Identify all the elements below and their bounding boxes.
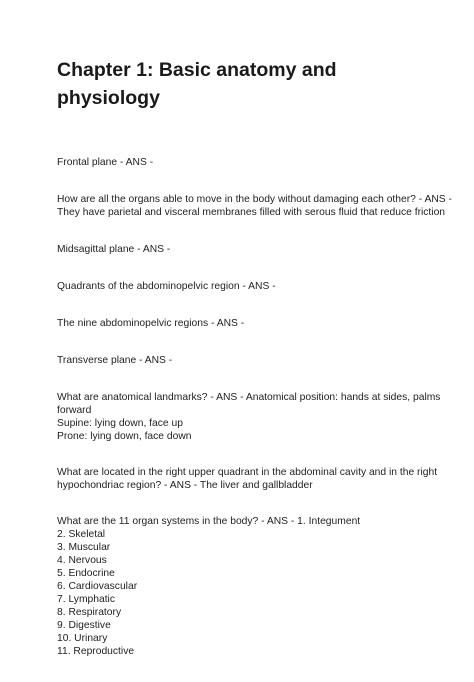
entry-text: What are the 11 organ systems in the body? - ANS - 1. Integument — [57, 516, 361, 527]
entry-text: Prone: lying down, face down — [57, 431, 192, 442]
title-line-2: physiology — [57, 87, 160, 109]
entry-text: Quadrants of the abdominopelvic region - ANS - — [57, 281, 276, 292]
document-body — [57, 156, 452, 682]
list-item: 11. Reproductive — [57, 646, 135, 657]
entry-text: What are anatomical landmarks? - ANS - Anatomical position: hands at sides, palms — [57, 392, 441, 403]
entry-organ-movement — [57, 193, 452, 219]
entry-text: How are all the organs able to move in the body without damaging each other? - ANS - — [57, 194, 452, 205]
list-item: 8. Respiratory — [57, 607, 122, 618]
list-item: 10. Urinary — [57, 633, 108, 644]
entry-text: The nine abdominopelvic regions - ANS - — [57, 318, 245, 329]
entry-text: Midsagittal plane - ANS - — [57, 244, 171, 255]
list-item: 4. Nervous — [57, 555, 107, 566]
entry-text: What are located in the right upper quadrant in the abdominal cavity and in the right — [57, 467, 438, 478]
entry-midsagittal-plane — [57, 243, 447, 256]
entry-frontal-plane — [57, 156, 447, 169]
entry-text: Supine: lying down, face up — [57, 418, 183, 429]
entry-text: Transverse plane - ANS - — [57, 355, 173, 366]
entry-nine-regions — [57, 317, 447, 330]
list-item: 2. Skeletal — [57, 529, 106, 540]
chapter-title — [57, 56, 417, 112]
entry-text: forward — [57, 405, 92, 416]
list-item: 5. Endocrine — [57, 568, 115, 579]
entry-organ-systems — [57, 515, 447, 658]
list-item: 7. Lymphatic — [57, 594, 115, 605]
entry-text: hypochondriac region? - ANS - The liver and gallbladder — [57, 480, 313, 491]
entry-anatomical-landmarks — [57, 391, 447, 443]
entry-right-upper-quadrant — [57, 466, 447, 492]
list-item: 6. Cardiovascular — [57, 581, 138, 592]
entry-text: Frontal plane - ANS - — [57, 157, 154, 168]
entry-text: They have parietal and visceral membranes filled with serous fluid that reduce friction — [57, 207, 446, 218]
list-item: 3. Muscular — [57, 542, 111, 553]
entry-transverse-plane — [57, 354, 447, 367]
list-item: 9. Digestive — [57, 620, 111, 631]
title-line-1: Chapter 1: Basic anatomy and — [57, 59, 337, 81]
entry-quadrants — [57, 280, 447, 293]
